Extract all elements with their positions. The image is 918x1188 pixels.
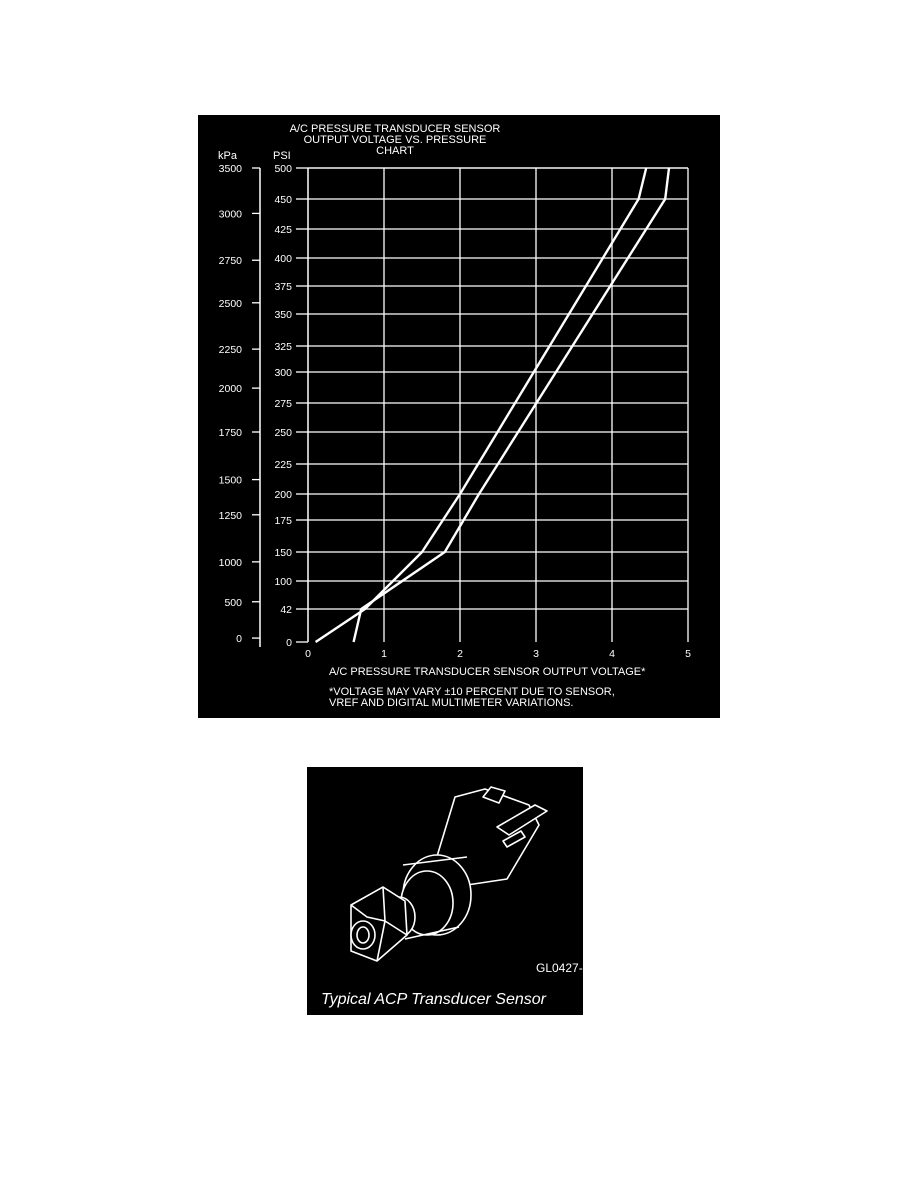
- psi-tick-label: 425: [274, 224, 292, 236]
- kpa-tick-label: 1250: [218, 509, 242, 522]
- psi-tick-label: 175: [274, 515, 292, 527]
- psi-tick-label: 500: [274, 163, 292, 175]
- footnote-line-1: *VOLTAGE MAY VARY ±10 PERCENT DUE TO SENSOR,: [329, 686, 615, 698]
- kpa-tick-label: 1000: [218, 556, 242, 569]
- chart-grid: [308, 168, 688, 642]
- kpa-tick-label: 1500: [218, 474, 242, 487]
- kpa-tick-label: 2500: [218, 297, 242, 310]
- x-tick-label: 3: [533, 648, 539, 660]
- psi-tick-label: 325: [274, 341, 292, 353]
- chart-title-line-1: A/C PRESSURE TRANSDUCER SENSOR: [289, 123, 501, 135]
- psi-tick-label: 400: [274, 253, 292, 265]
- footnote-line-2: VREF AND DIGITAL MULTIMETER VARIATIONS.: [329, 697, 574, 709]
- kpa-tick-label: 2250: [218, 344, 242, 357]
- figure-caption: Typical ACP Transducer Sensor: [321, 991, 546, 1008]
- voltage-band: [316, 168, 669, 642]
- psi-tick-label: 375: [274, 281, 292, 293]
- kpa-tick-label: 0: [236, 633, 242, 646]
- psi-tick-label: 250: [274, 427, 292, 439]
- x-axis-title: A/C PRESSURE TRANSDUCER SENSOR OUTPUT VOLTAGE*: [329, 666, 646, 678]
- psi-tick-label: 150: [274, 547, 292, 559]
- voltage-band-upper-line: [316, 168, 647, 642]
- acp-transducer-sensor-illustration: [307, 767, 591, 1015]
- x-tick-label: 2: [457, 648, 463, 660]
- kpa-tick-label: 3000: [218, 208, 242, 221]
- x-tick-label: 4: [609, 648, 615, 660]
- pressure-chart-figure: [198, 115, 720, 718]
- psi-tick-label: 350: [274, 309, 292, 321]
- psi-tick-label: 200: [274, 489, 292, 501]
- x-tick-label: 5: [685, 648, 691, 660]
- kpa-tick-label: 1750: [218, 427, 242, 439]
- voltage-axis: [305, 648, 691, 660]
- figure-code: GL0427-A: [536, 961, 591, 975]
- kpa-axis: [219, 163, 260, 647]
- kpa-tick-label: 2750: [218, 255, 242, 268]
- chart-title-line-2: OUTPUT VOLTAGE VS. PRESSURE: [303, 134, 487, 146]
- kpa-tick-label: 2000: [218, 383, 242, 396]
- psi-tick-label: 450: [274, 194, 292, 206]
- voltage-band-lower-line: [354, 168, 669, 642]
- x-tick-label: 1: [381, 648, 387, 660]
- psi-tick-label: 100: [274, 576, 292, 588]
- psi-tick-label: 42: [280, 604, 292, 616]
- x-tick-label: 0: [305, 648, 311, 660]
- psi-tick-label: 225: [274, 459, 292, 471]
- psi-tick-label: 0: [286, 637, 292, 649]
- pressure-chart: [198, 115, 720, 718]
- psi-axis: [274, 163, 308, 649]
- psi-tick-label: 275: [274, 398, 292, 410]
- kpa-tick-label: 3500: [218, 163, 242, 175]
- kpa-tick-label: 500: [224, 596, 242, 609]
- psi-tick-label: 300: [274, 367, 292, 379]
- chart-title-line-3: CHART: [376, 145, 414, 157]
- sensor-figure: [307, 767, 591, 1015]
- kpa-axis-label: kPa: [218, 150, 237, 162]
- psi-axis-label: PSI: [273, 150, 291, 162]
